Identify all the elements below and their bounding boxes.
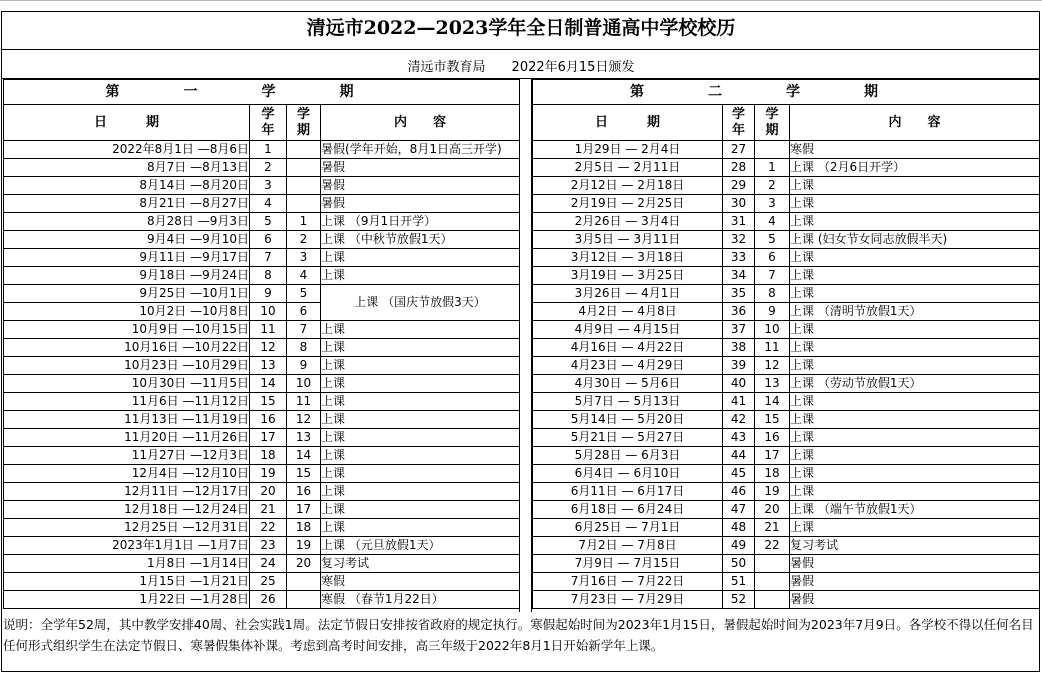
week-content: 暑假: [790, 573, 1040, 591]
calendar-row: [4, 249, 520, 267]
calendar-row: [4, 159, 520, 177]
school-week-number: 16: [250, 411, 287, 429]
week-date-range: 8月7日 —8月13日: [4, 159, 250, 177]
week-content: 上课: [321, 501, 520, 519]
term-week-number: 6: [755, 249, 790, 267]
calendar-row: [533, 285, 1040, 303]
term-week-number: 11: [755, 339, 790, 357]
school-week-number: 14: [250, 375, 287, 393]
week-content: 上课: [790, 447, 1040, 465]
school-week-number: 8: [250, 267, 287, 285]
calendar-row: [533, 339, 1040, 357]
school-week-number: 19: [250, 465, 287, 483]
term-week-number: [287, 591, 321, 609]
school-week-number: 17: [250, 429, 287, 447]
week-date-range: 9月11日 —9月17日: [4, 249, 250, 267]
week-date-range: 7月9日 — 7月15日: [533, 555, 723, 573]
calendar-row: [4, 483, 520, 501]
term-week-number: 22: [755, 537, 790, 555]
week-content: 上课: [790, 465, 1040, 483]
week-date-range: 1月8日 —1月14日: [4, 555, 250, 573]
calendar-row: [533, 501, 1040, 519]
week-content: 上课: [321, 483, 520, 501]
week-date-range: 2月19日 — 2月25日: [533, 195, 723, 213]
calendar-row: [4, 447, 520, 465]
calendar-row: [4, 177, 520, 195]
calendar-row: [4, 591, 520, 609]
week-date-range: 10月16日 —10月22日: [4, 339, 250, 357]
week-content: 上课: [321, 375, 520, 393]
term-week-number: 19: [287, 537, 321, 555]
school-week-number: 5: [250, 213, 287, 231]
school-week-number: 18: [250, 447, 287, 465]
week-content: 暑假: [321, 195, 520, 213]
school-week-number: 28: [723, 159, 755, 177]
week-content: 寒假: [790, 141, 1040, 159]
week-content: 上课: [790, 357, 1040, 375]
school-week-number: 49: [723, 537, 755, 555]
semester-divider: [519, 79, 532, 612]
week-content: 上课: [321, 339, 520, 357]
week-date-range: 4月9日 — 4月15日: [533, 321, 723, 339]
school-week-header: 学 年: [250, 105, 287, 141]
week-date-range: 10月2日 —10月8日: [4, 303, 250, 321]
term-week-number: 15: [287, 465, 321, 483]
week-content: 暑假: [790, 555, 1040, 573]
week-content: 暑假: [321, 177, 520, 195]
date-header: 日 期: [4, 105, 250, 141]
term-week-number: [287, 195, 321, 213]
week-date-range: 7月23日 — 7月29日: [533, 591, 723, 609]
content-header: 内 容: [321, 105, 520, 141]
term-week-number: [287, 141, 321, 159]
term-week-number: 19: [755, 483, 790, 501]
calendar-row: [533, 159, 1040, 177]
school-week-number: 13: [250, 357, 287, 375]
school-week-number: 3: [250, 177, 287, 195]
calendar-row: [533, 519, 1040, 537]
week-content: 上课: [790, 483, 1040, 501]
school-week-number: 7: [250, 249, 287, 267]
term-week-number: 13: [287, 429, 321, 447]
school-week-number: 32: [723, 231, 755, 249]
week-date-range: 6月18日 — 6月24日: [533, 501, 723, 519]
spreadsheet-gridline: [0, 0, 1042, 1]
week-date-range: 11月6日 —11月12日: [4, 393, 250, 411]
week-date-range: 7月2日 — 7月8日: [533, 537, 723, 555]
calendar-row: [4, 285, 520, 303]
school-week-number: 41: [723, 393, 755, 411]
week-date-range: 9月4日 —9月10日: [4, 231, 250, 249]
term-week-number: 11: [287, 393, 321, 411]
term-week-number: 18: [287, 519, 321, 537]
school-week-number: 20: [250, 483, 287, 501]
school-week-number: 48: [723, 519, 755, 537]
calendar-row: [533, 231, 1040, 249]
week-date-range: 6月11日 — 6月17日: [533, 483, 723, 501]
week-content: 上课: [790, 519, 1040, 537]
calendar-row: [533, 177, 1040, 195]
week-content: 寒假 （春节1月22日）: [321, 591, 520, 609]
week-date-range: 12月25日 —12月31日: [4, 519, 250, 537]
semester-1-table: [3, 79, 520, 609]
week-content: 上课 （元旦放假1天）: [321, 537, 520, 555]
date-header: 日 期: [533, 105, 723, 141]
calendar-row: [533, 447, 1040, 465]
calendar-row: [533, 591, 1040, 609]
term-week-number: 15: [755, 411, 790, 429]
term-week-number: [287, 177, 321, 195]
school-week-number: 31: [723, 213, 755, 231]
school-week-number: 15: [250, 393, 287, 411]
calendar-row: [533, 141, 1040, 159]
week-content: 上课 (妇女节女同志放假半天): [790, 231, 1040, 249]
week-date-range: 8月28日 —9月3日: [4, 213, 250, 231]
week-date-range: 5月28日 — 6月3日: [533, 447, 723, 465]
week-content: 上课: [790, 321, 1040, 339]
week-date-range: 1月22日 —1月28日: [4, 591, 250, 609]
week-date-range: 2月12日 — 2月18日: [533, 177, 723, 195]
week-date-range: 12月4日 —12月10日: [4, 465, 250, 483]
week-date-range: 2023年1月1日 —1月7日: [4, 537, 250, 555]
calendar-row: [533, 267, 1040, 285]
school-week-number: 6: [250, 231, 287, 249]
week-content: 上课: [321, 357, 520, 375]
school-week-number: 47: [723, 501, 755, 519]
school-week-number: 50: [723, 555, 755, 573]
semester-heading: 第一学期: [4, 80, 520, 105]
school-week-number: 1: [250, 141, 287, 159]
calendar-row: [533, 555, 1040, 573]
term-week-number: 2: [755, 177, 790, 195]
week-content: 上课: [321, 249, 520, 267]
term-week-number: 4: [755, 213, 790, 231]
week-date-range: 10月9日 —10月15日: [4, 321, 250, 339]
week-content: 上课: [321, 411, 520, 429]
term-week-number: [287, 573, 321, 591]
calendar-row: [533, 573, 1040, 591]
calendar-row: [4, 231, 520, 249]
term-week-number: 16: [755, 429, 790, 447]
calendar-row: [533, 483, 1040, 501]
term-week-number: 13: [755, 375, 790, 393]
week-date-range: 11月13日 —11月19日: [4, 411, 250, 429]
school-week-number: 29: [723, 177, 755, 195]
school-week-number: 21: [250, 501, 287, 519]
week-date-range: 11月27日 —12月3日: [4, 447, 250, 465]
term-week-number: 16: [287, 483, 321, 501]
term-week-number: 7: [755, 267, 790, 285]
school-week-number: 25: [250, 573, 287, 591]
school-week-number: 44: [723, 447, 755, 465]
week-date-range: 1月15日 —1月21日: [4, 573, 250, 591]
week-date-range: 8月21日 —8月27日: [4, 195, 250, 213]
school-week-number: 45: [723, 465, 755, 483]
school-week-number: 35: [723, 285, 755, 303]
week-date-range: 5月7日 — 5月13日: [533, 393, 723, 411]
term-week-number: 14: [287, 447, 321, 465]
term-week-number: [755, 573, 790, 591]
calendar-row: [4, 141, 520, 159]
school-week-number: 52: [723, 591, 755, 609]
week-content: 复习考试: [790, 537, 1040, 555]
issuer-line: 清远市教育局 2022年6月15日颁发: [407, 60, 635, 75]
week-date-range: 8月14日 —8月20日: [4, 177, 250, 195]
explanatory-note: 说明：全学年52周，其中教学安排40周、社会实践1周。法定节假日安排按省政府的规定执行。寒假起始时间为2023年1月15日，暑假起始时间为2023年7月9日。各学校不得以任何名目任何形式组织学生在法定节假日、寒暑假集体补课。考虑到高考时间安排，高三年级于2022年8月1日开始新学年上课。: [3, 617, 1034, 653]
week-content: 上课: [321, 321, 520, 339]
week-content: 上课: [790, 267, 1040, 285]
calendar-row: [533, 321, 1040, 339]
term-week-number: 4: [287, 267, 321, 285]
term-week-number: 18: [755, 465, 790, 483]
week-content: 上课 （国庆节放假3天）: [321, 285, 520, 321]
week-content: 上课: [321, 429, 520, 447]
calendar-row: [4, 339, 520, 357]
term-week-number: 5: [755, 231, 790, 249]
calendar-row: [533, 537, 1040, 555]
school-week-number: 2: [250, 159, 287, 177]
week-date-range: 3月19日 — 3月25日: [533, 267, 723, 285]
term-week-number: 21: [755, 519, 790, 537]
term-week-number: 6: [287, 303, 321, 321]
school-week-number: 39: [723, 357, 755, 375]
week-content: 上课: [790, 213, 1040, 231]
page-title: 清远市2022—2023学年全日制普通高中学校校历: [306, 17, 736, 39]
calendar-row: [533, 393, 1040, 411]
school-week-number: 9: [250, 285, 287, 303]
school-week-number: 23: [250, 537, 287, 555]
week-content: 复习考试: [321, 555, 520, 573]
calendar-row: [4, 375, 520, 393]
school-week-number: 27: [723, 141, 755, 159]
week-date-range: 2月26日 — 3月4日: [533, 213, 723, 231]
term-week-number: 9: [287, 357, 321, 375]
week-content: 上课: [790, 195, 1040, 213]
calendar-row: [4, 393, 520, 411]
calendar-row: [533, 195, 1040, 213]
term-week-number: [287, 159, 321, 177]
calendar-row: [4, 411, 520, 429]
term-week-number: [755, 555, 790, 573]
calendar-row: [4, 429, 520, 447]
title-divider: [1, 49, 1040, 50]
term-week-number: [755, 591, 790, 609]
school-week-number: 51: [723, 573, 755, 591]
week-date-range: 12月11日 —12月17日: [4, 483, 250, 501]
school-week-number: 37: [723, 321, 755, 339]
calendar-row: [4, 321, 520, 339]
term-week-number: 5: [287, 285, 321, 303]
term-week-header: 学 期: [287, 105, 321, 141]
school-week-number: 38: [723, 339, 755, 357]
week-date-range: 2月5日 — 2月11日: [533, 159, 723, 177]
week-date-range: 12月18日 —12月24日: [4, 501, 250, 519]
school-week-number: 42: [723, 411, 755, 429]
week-content: 上课 （劳动节放假1天）: [790, 375, 1040, 393]
school-week-number: 10: [250, 303, 287, 321]
school-week-header: 学 年: [723, 105, 755, 141]
calendar-row: [4, 465, 520, 483]
calendar-row: [4, 519, 520, 537]
week-content: 上课: [790, 177, 1040, 195]
week-content: 上课: [321, 465, 520, 483]
school-week-number: 46: [723, 483, 755, 501]
calendar-row: [4, 573, 520, 591]
term-week-number: 14: [755, 393, 790, 411]
week-content: 上课: [790, 393, 1040, 411]
calendar-row: [533, 249, 1040, 267]
week-date-range: 6月25日 — 7月1日: [533, 519, 723, 537]
week-content: 上课: [790, 249, 1040, 267]
week-date-range: 11月20日 —11月26日: [4, 429, 250, 447]
week-date-range: 3月12日 — 3月18日: [533, 249, 723, 267]
school-week-number: 43: [723, 429, 755, 447]
calendar-row: [533, 375, 1040, 393]
term-week-number: 10: [287, 375, 321, 393]
calendar-row: [4, 195, 520, 213]
school-week-number: 12: [250, 339, 287, 357]
term-week-number: 17: [287, 501, 321, 519]
week-date-range: 1月29日 — 2月4日: [533, 141, 723, 159]
term-week-number: 7: [287, 321, 321, 339]
term-week-number: 8: [287, 339, 321, 357]
week-date-range: 4月16日 — 4月22日: [533, 339, 723, 357]
term-week-number: 10: [755, 321, 790, 339]
week-content: 上课: [790, 429, 1040, 447]
week-date-range: 7月16日 — 7月22日: [533, 573, 723, 591]
term-week-header: 学 期: [755, 105, 790, 141]
term-week-number: 8: [755, 285, 790, 303]
term-week-number: 3: [287, 249, 321, 267]
calendar-row: [4, 213, 520, 231]
term-week-number: 12: [287, 411, 321, 429]
week-date-range: 9月25日 —10月1日: [4, 285, 250, 303]
week-date-range: 4月2日 — 4月8日: [533, 303, 723, 321]
semester-heading: 第二学期: [533, 80, 1040, 105]
week-content: 暑假: [321, 159, 520, 177]
week-date-range: 3月5日 — 3月11日: [533, 231, 723, 249]
week-content: 上课 （9月1日开学）: [321, 213, 520, 231]
week-content: 上课: [321, 267, 520, 285]
week-date-range: 10月23日 —10月29日: [4, 357, 250, 375]
week-content: 上课: [790, 285, 1040, 303]
calendar-row: [4, 357, 520, 375]
school-week-number: 33: [723, 249, 755, 267]
school-week-number: 26: [250, 591, 287, 609]
school-week-number: 24: [250, 555, 287, 573]
calendar-row: [533, 411, 1040, 429]
week-content: 上课: [790, 339, 1040, 357]
week-date-range: 9月18日 —9月24日: [4, 267, 250, 285]
week-date-range: 6月4日 — 6月10日: [533, 465, 723, 483]
semester-2-table: [532, 79, 1040, 609]
school-week-number: 4: [250, 195, 287, 213]
week-date-range: 5月14日 — 5月20日: [533, 411, 723, 429]
term-week-number: 1: [287, 213, 321, 231]
week-content: 上课 （端午节放假1天）: [790, 501, 1040, 519]
calendar-row: [4, 267, 520, 285]
term-week-number: [755, 141, 790, 159]
calendar-row: [533, 357, 1040, 375]
school-week-number: 34: [723, 267, 755, 285]
calendar-row: [4, 501, 520, 519]
school-week-number: 40: [723, 375, 755, 393]
week-content: 上课: [321, 393, 520, 411]
term-week-number: 20: [287, 555, 321, 573]
term-week-number: 12: [755, 357, 790, 375]
week-content: 上课: [321, 447, 520, 465]
week-date-range: 3月26日 — 4月1日: [533, 285, 723, 303]
term-week-number: 1: [755, 159, 790, 177]
calendar-row: [533, 465, 1040, 483]
week-date-range: 2022年8月1日 —8月6日: [4, 141, 250, 159]
week-content: 上课 （2月6日开学）: [790, 159, 1040, 177]
calendar-row: [4, 537, 520, 555]
calendar-row: [533, 303, 1040, 321]
week-content: 暑假: [790, 591, 1040, 609]
week-date-range: 4月23日 — 4月29日: [533, 357, 723, 375]
term-week-number: 17: [755, 447, 790, 465]
content-header: 内 容: [790, 105, 1040, 141]
week-date-range: 10月30日 —11月5日: [4, 375, 250, 393]
week-content: 暑假(学年开始，8月1日高三开学): [321, 141, 520, 159]
week-content: 上课: [321, 519, 520, 537]
school-week-number: 36: [723, 303, 755, 321]
week-content: 上课 （清明节放假1天）: [790, 303, 1040, 321]
calendar-row: [533, 213, 1040, 231]
calendar-row: [533, 429, 1040, 447]
week-content: 上课 （中秋节放假1天）: [321, 231, 520, 249]
term-week-number: 2: [287, 231, 321, 249]
calendar-row: [4, 555, 520, 573]
term-week-number: 20: [755, 501, 790, 519]
school-week-number: 11: [250, 321, 287, 339]
term-week-number: 9: [755, 303, 790, 321]
term-week-number: 3: [755, 195, 790, 213]
school-week-number: 30: [723, 195, 755, 213]
week-content: 上课: [790, 411, 1040, 429]
week-content: 寒假: [321, 573, 520, 591]
school-week-number: 22: [250, 519, 287, 537]
week-date-range: 5月21日 — 5月27日: [533, 429, 723, 447]
week-date-range: 4月30日 — 5月6日: [533, 375, 723, 393]
